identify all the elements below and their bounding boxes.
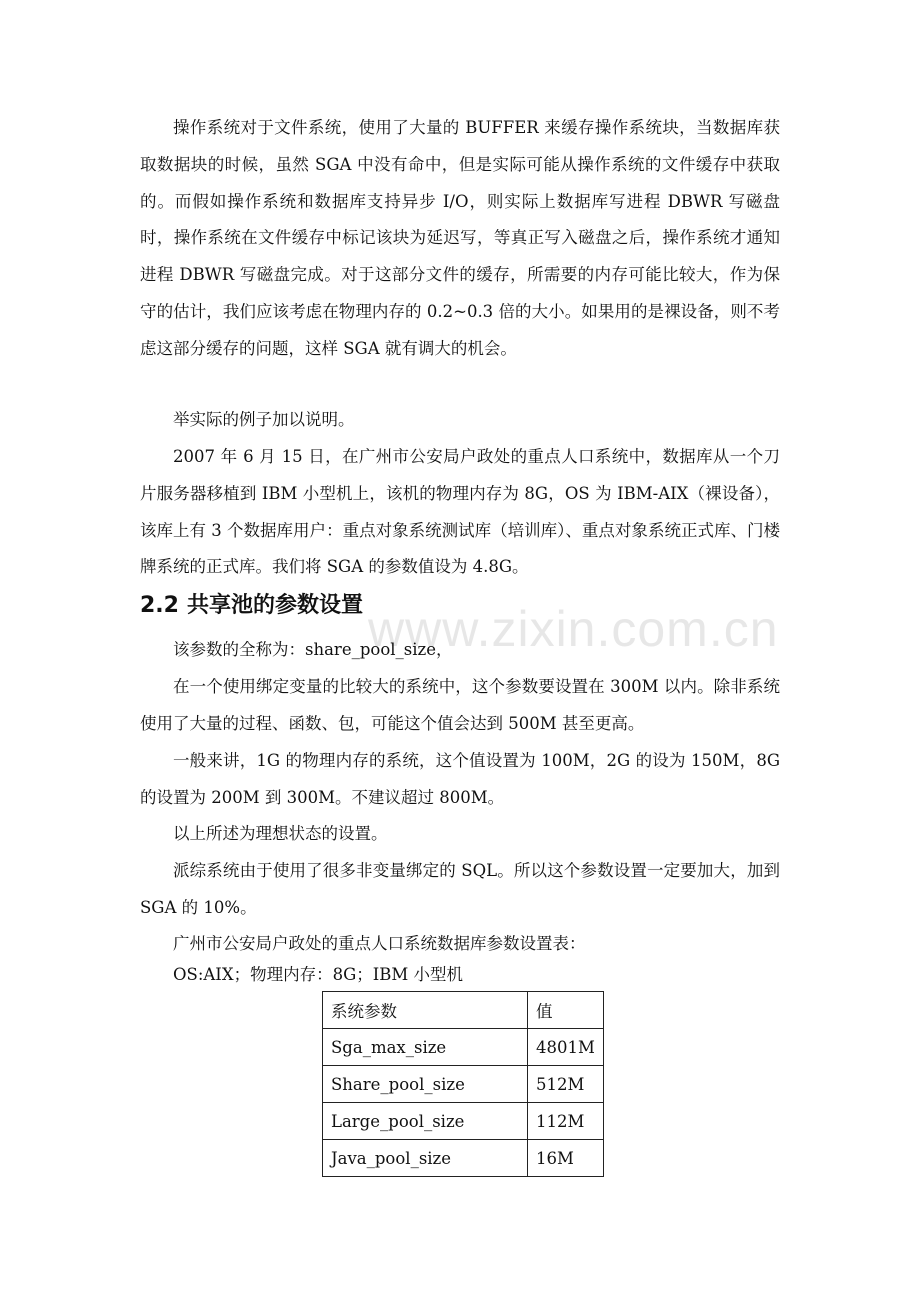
table-row bbox=[323, 1066, 604, 1103]
table-row bbox=[323, 1029, 604, 1066]
table-row bbox=[323, 1103, 604, 1140]
table-cell-param: Java_pool_size bbox=[323, 1140, 528, 1177]
paragraph-example-intro: 举实际的例子加以说明。 bbox=[173, 410, 355, 429]
table-cell-param: Share_pool_size bbox=[323, 1066, 528, 1103]
paragraph-param-name: 该参数的全称为：share_pool_size， bbox=[173, 640, 453, 659]
parameter-table bbox=[322, 991, 604, 1177]
section-title: 共享池的参数设置 bbox=[186, 593, 363, 618]
table-cell-param: Sga_max_size bbox=[323, 1029, 528, 1066]
table-cell-value: 16M bbox=[528, 1140, 604, 1177]
table-row bbox=[323, 1140, 604, 1177]
paragraph-bind-variable: 在一个使用绑定变量的比较大的系统中，这个参数要设置在 300M 以内。除非系统使用了大量的过程、函数、包，可能这个值会达到 500M 甚至更高。 bbox=[140, 677, 780, 733]
table-header-cell: 系统参数 bbox=[323, 992, 528, 1029]
paragraph-ideal-state: 以上所述为理想状态的设置。 bbox=[173, 824, 388, 843]
watermark-text: www.zixin.com.cn bbox=[368, 601, 779, 657]
paragraph-general-sizing: 一般来讲，1G 的物理内存的系统，这个值设置为 100M，2G 的设为 150M，8G 的设置为 200M 到 300M。不建议超过 800M。 bbox=[140, 751, 780, 807]
paragraph-table-caption: 广州市公安局户政处的重点人口系统数据库参数设置表： bbox=[173, 934, 586, 953]
table-cell-param: Large_pool_size bbox=[323, 1103, 528, 1140]
paragraph-os-info: OS:AIX；物理内存：8G；IBM 小型机 bbox=[173, 965, 464, 984]
table-header-row bbox=[323, 992, 604, 1029]
table-cell-value: 112M bbox=[528, 1103, 604, 1140]
table-cell-value: 512M bbox=[528, 1066, 604, 1103]
section-number: 2.2 bbox=[140, 593, 179, 618]
paragraph-os-buffer-cache: 操作系统对于文件系统，使用了大量的 BUFFER 来缓存操作系统块，当数据库获取数据块的时候，虽然 SGA 中没有命中，但是实际可能从操作系统的文件缓存中获取的。而假如操作系统和数据库支持异步 I/O，则实际上数据库写进程 DBWR 写磁盘时，操作系统在文件缓存中标记该块为延迟写，等真正写入磁盘之后，操作系统才通知进程 DBWR 写磁盘完成。对于这部分文件的缓存，所需要的内存可能比较大，作为保守的估计，我们应该考虑在物理内存的 0.2~0.3 倍的大小。如果用的是裸设备，则不考虑这部分缓存的问题，这样 SGA 就有调大的机会。 bbox=[140, 118, 780, 358]
paragraph-non-bind-sql: 派综系统由于使用了很多非变量绑定的 SQL。所以这个参数设置一定要加大，加到 SGA 的 10%。 bbox=[140, 861, 780, 917]
section-heading bbox=[140, 588, 363, 624]
paragraph-sga-case: 2007 年 6 月 15 日，在广州市公安局户政处的重点人口系统中，数据库从一个刀片服务器移植到 IBM 小型机上，该机的物理内存为 8G，OS 为 IBM-AIX（裸设备），该库上有 3 个数据库用户：重点对象系统测试库（培训库）、重点对象系统正式库、门楼牌系统的正式库。我们将 SGA 的参数值设为 4.8G。 bbox=[140, 447, 780, 577]
table-cell-value: 4801M bbox=[528, 1029, 604, 1066]
table-header-cell: 值 bbox=[528, 992, 604, 1029]
